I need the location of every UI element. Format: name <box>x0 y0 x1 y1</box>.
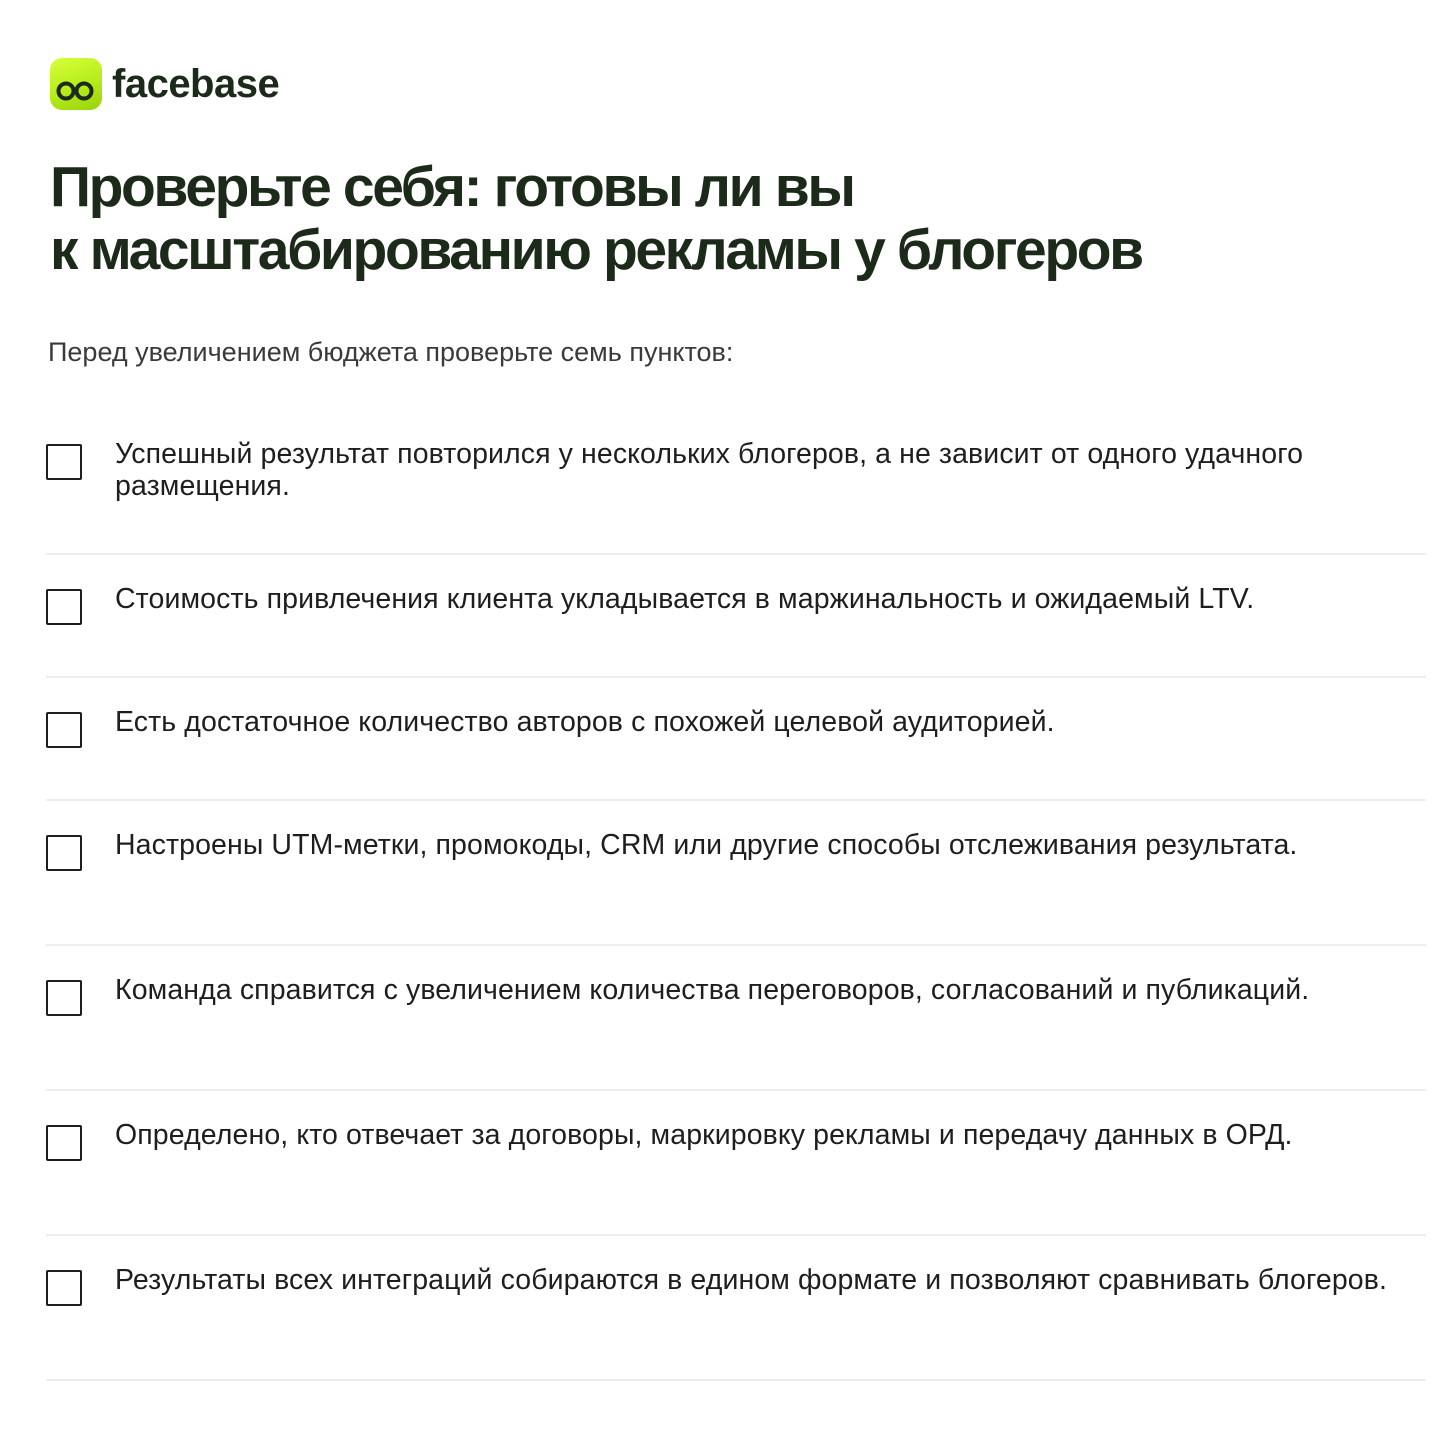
checklist-item-text: Команда справится с увеличением количества переговоров, согласований и публикаций. <box>115 974 1310 1006</box>
checklist <box>46 410 1426 1381</box>
checkbox[interactable] <box>46 444 82 480</box>
brand <box>50 58 279 110</box>
checklist-item-text: Стоимость привлечения клиента укладывается в маржинальность и ожидаемый LTV. <box>115 583 1255 615</box>
checkbox[interactable] <box>46 1270 82 1306</box>
checkbox[interactable] <box>46 835 82 871</box>
page-title-line-2: к масштабированию рекламы у блогеров <box>50 218 1142 282</box>
page-title-line-1: Проверьте себя: готовы ли вы <box>50 155 854 219</box>
checkbox[interactable] <box>46 1125 82 1161</box>
checklist-item <box>46 1091 1426 1236</box>
checklist-item <box>46 555 1426 678</box>
checklist-item-text: Результаты всех интеграций собираются в едином формате и позволяют сравнивать блогеров. <box>115 1264 1387 1296</box>
checkbox[interactable] <box>46 712 82 748</box>
checklist-item-text: Есть достаточное количество авторов с похожей целевой аудиторией. <box>115 706 1055 738</box>
checklist-item <box>46 410 1426 555</box>
brand-name: facebase <box>112 62 280 106</box>
checklist-item-text: Настроены UTM-метки, промокоды, CRM или другие способы отслеживания результата. <box>115 829 1298 861</box>
checklist-item <box>46 678 1426 801</box>
checklist-item <box>46 1236 1426 1381</box>
glasses-icon <box>50 58 102 110</box>
checklist-item <box>46 801 1426 946</box>
page-title <box>50 156 1410 282</box>
intro-text: Перед увеличением бюджета проверьте семь пунктов: <box>48 337 734 367</box>
checklist-item <box>46 946 1426 1091</box>
checklist-item-text: Определено, кто отвечает за договоры, маркировку рекламы и передачу данных в ОРД. <box>115 1119 1293 1151</box>
checkbox[interactable] <box>46 980 82 1016</box>
checklist-item-text: Успешный результат повторился у нескольких блогеров, а не зависит от одного удачного размещения. <box>115 438 1304 502</box>
checkbox[interactable] <box>46 589 82 625</box>
